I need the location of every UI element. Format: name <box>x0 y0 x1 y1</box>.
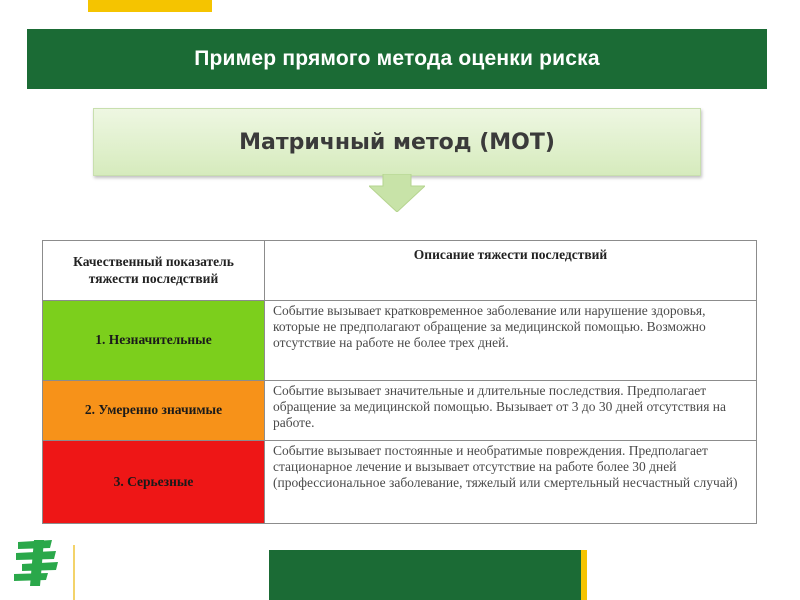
top-accent-bar <box>88 0 212 12</box>
header-description: Описание тяжести последствий <box>265 241 757 301</box>
arrow-down-icon <box>369 174 425 212</box>
logo-divider <box>73 545 75 600</box>
table-row <box>43 381 757 441</box>
table-row <box>43 301 757 381</box>
bottom-accent-bar <box>581 550 587 600</box>
severity-level-serious: 3. Серьезные <box>43 441 265 524</box>
severity-description: Событие вызывает значительные и длительные последствия. Предполагает обращение за медицинской помощью. Вызывает от 3 до 30 дней отсутствия на работе. <box>265 381 757 441</box>
bottom-bar <box>269 550 581 600</box>
risk-severity-table <box>42 240 757 524</box>
brand-logo-icon <box>12 536 64 588</box>
severity-description: Событие вызывает постоянные и необратимые повреждения. Предполагает стационарное лечение и вызывает отсутствие на работе более 30 дней (профессиональное заболевание, тяжелый или смертельный несчастный случай) <box>265 441 757 524</box>
method-box <box>93 108 701 176</box>
slide-title: Пример прямого метода оценки риска <box>194 47 600 70</box>
method-label: Матричный метод (МОТ) <box>239 129 555 155</box>
header-indicator: Качественный показатель тяжести последствий <box>43 241 265 301</box>
severity-level-moderate: 2. Умеренно значимые <box>43 381 265 441</box>
severity-description: Событие вызывает кратковременное заболевание или нарушение здоровья, которые не предполагают обращение за медицинской помощью. Возможно отсутствие на работе не более трех дней. <box>265 301 757 381</box>
severity-level-minor: 1. Незначительные <box>43 301 265 381</box>
table-row <box>43 441 757 524</box>
slide-title-bar <box>27 29 767 89</box>
table-header-row <box>43 241 757 301</box>
